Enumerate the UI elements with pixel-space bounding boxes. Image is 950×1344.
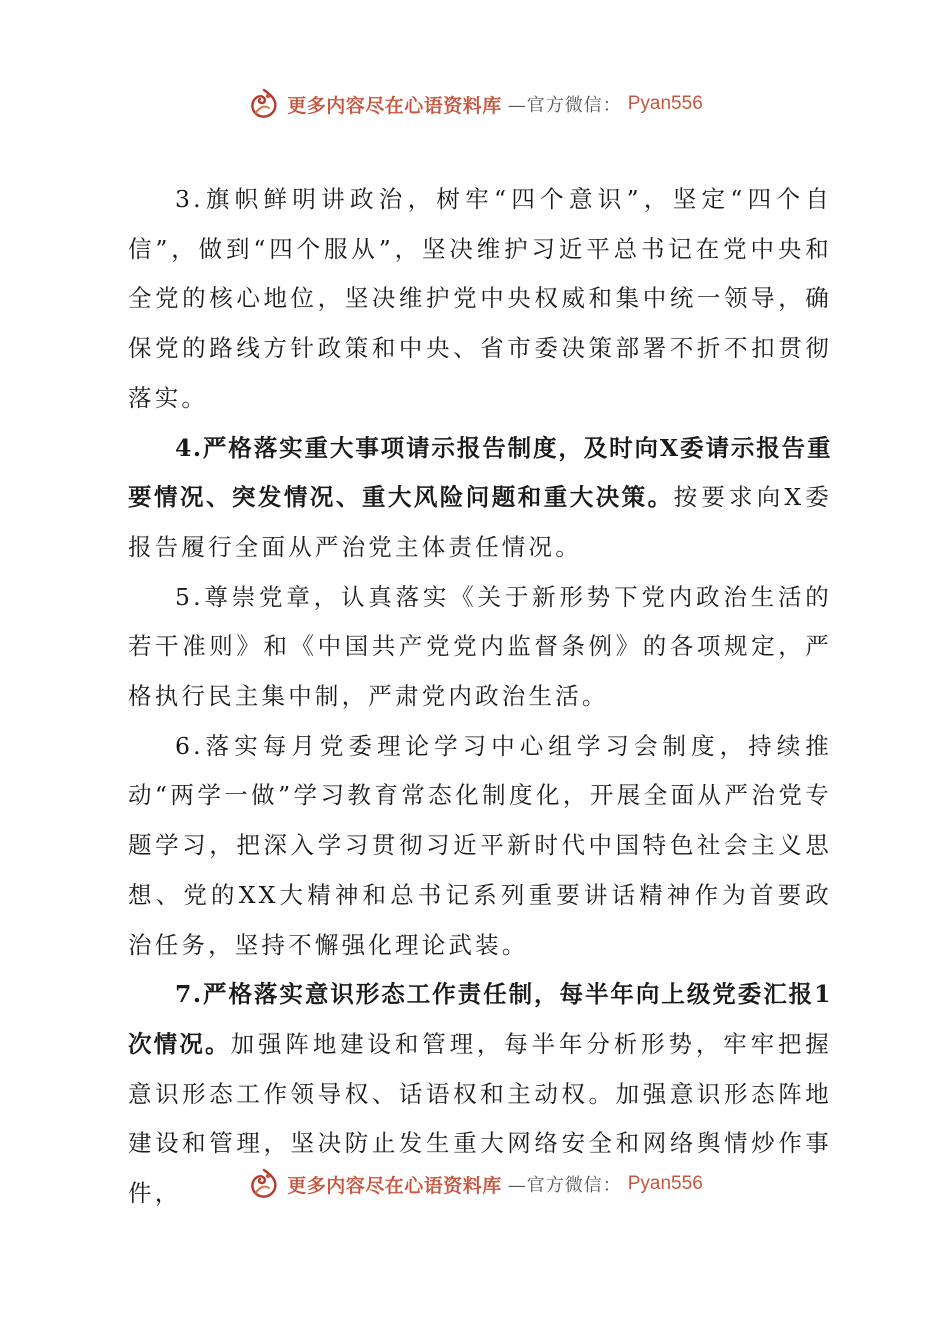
paragraph-bold-lead: 4.严格落实重大事项请示报告制度，及时向X委请示报告重要情况、突发情况、重大风险问题和重大决策。 (128, 433, 832, 512)
header-banner (0, 82, 950, 126)
paragraph-5 (128, 573, 832, 722)
banner-wechat-id: Pyan556 (627, 93, 703, 114)
paragraph-text: 按要求向X委报告履行全面从严治党主体责任情况。 (128, 483, 833, 561)
banner-separator-text: —官方微信： (507, 95, 622, 116)
paragraph-text: 5.尊崇党章，认真落实《关于新形势下党内政治生活的若干准则》和《中国共产党党内监督条例》的各项规定，严格执行民主集中制，严肃党内政治生活。 (128, 582, 832, 711)
paragraph-bold-lead: 7.严格落实意识形态工作责任制，每半年向上级党委汇报1次情况。 (128, 980, 832, 1058)
banner-separator-text: —官方微信： (507, 1175, 622, 1196)
paragraph-text: 3.旗帜鲜明讲政治，树牢“四个意识”，坚定“四个自信”，做到“四个服从”，坚决维护习近平总书记在党中央和全党的核心地位，坚决维护党中央权威和集中统一领导，确保党的路线方针政策和中央、省市委决策部署不折不扣贯彻落实。 (128, 185, 832, 412)
banner-main-text: 更多内容尽在心语资料库 (287, 94, 502, 117)
paragraph-text: 6.落实每月党委理论学习中心组学习会制度，持续推动“两学一做”学习教育常态化制度化，开展全面从严治党专题学习，把深入学习贯彻习近平新时代中国特色社会主义思想、党的XX大精神和总书记系列重要讲话精神作为首要政治任务，坚持不懈强化理论武装。 (128, 731, 832, 959)
document-body (128, 175, 832, 1219)
paragraph-6 (128, 722, 832, 971)
banner-wechat-id: Pyan556 (627, 1173, 703, 1194)
paragraph-text: 加强阵地建设和管理，每半年分析形势，牢牢把握意识形态工作领导权、话语权和主动权。加强意识形态阵地建设和管理，坚决防止发生重大网络安全和网络舆情炒作事件， (128, 1029, 832, 1208)
flame-swirl-logo-icon (247, 87, 281, 121)
banner-main-text: 更多内容尽在心语资料库 (287, 1174, 502, 1197)
paragraph-4 (128, 424, 832, 573)
footer-banner (0, 1162, 950, 1206)
flame-swirl-logo-icon (247, 1167, 281, 1201)
paragraph-3 (128, 175, 832, 424)
